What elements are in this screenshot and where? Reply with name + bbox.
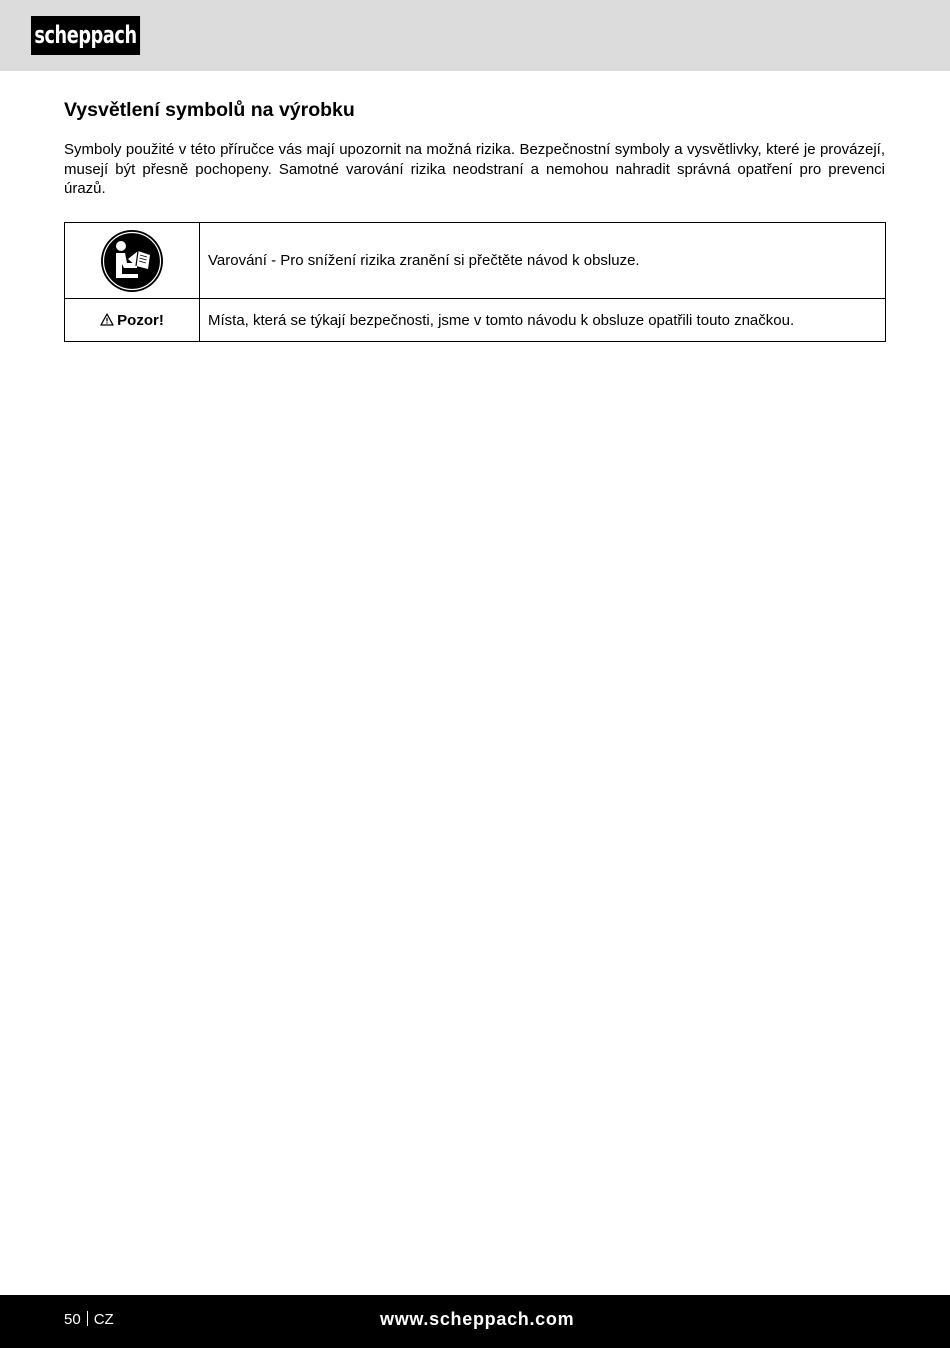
header-band [0, 0, 950, 71]
intro-paragraph: Symboly použité v této příručce vás mají upozornit na možná rizika. Bezpečnostní symboly a vysvětlivky, které je provázejí, musejí být přesně pochopeny. Samotné varování rizika neodstraní a nemohou nahradit správná opatření pro prevenci úrazů. [64, 141, 885, 197]
symbol-description: Místa, která se týkají bezpečnosti, jsme v tomto návodu k obsluze opatřili touto značkou. [200, 299, 886, 342]
website-url: www.scheppach.com [380, 1309, 575, 1329]
table-row [65, 223, 886, 299]
symbol-cell [65, 299, 200, 342]
pozor-label: Pozor! [117, 311, 164, 329]
table-row [65, 299, 886, 342]
footer-band [0, 1295, 950, 1348]
symbol-cell [65, 223, 200, 299]
language-code: CZ [93, 1311, 114, 1328]
symbols-table [64, 222, 886, 342]
page-separator [87, 1311, 88, 1326]
section-title: Vysvětlení symbolů na výrobku [64, 99, 355, 121]
page-number: 50 [64, 1311, 81, 1328]
read-manual-icon [100, 229, 164, 293]
scheppach-logo: scheppach [31, 16, 140, 55]
page-indicator [64, 1310, 114, 1330]
symbol-description: Varování - Pro snížení rizika zranění si přečtěte návod k obsluze. [200, 223, 886, 299]
pozor-label-group [100, 312, 164, 329]
warning-triangle-icon [100, 313, 114, 326]
